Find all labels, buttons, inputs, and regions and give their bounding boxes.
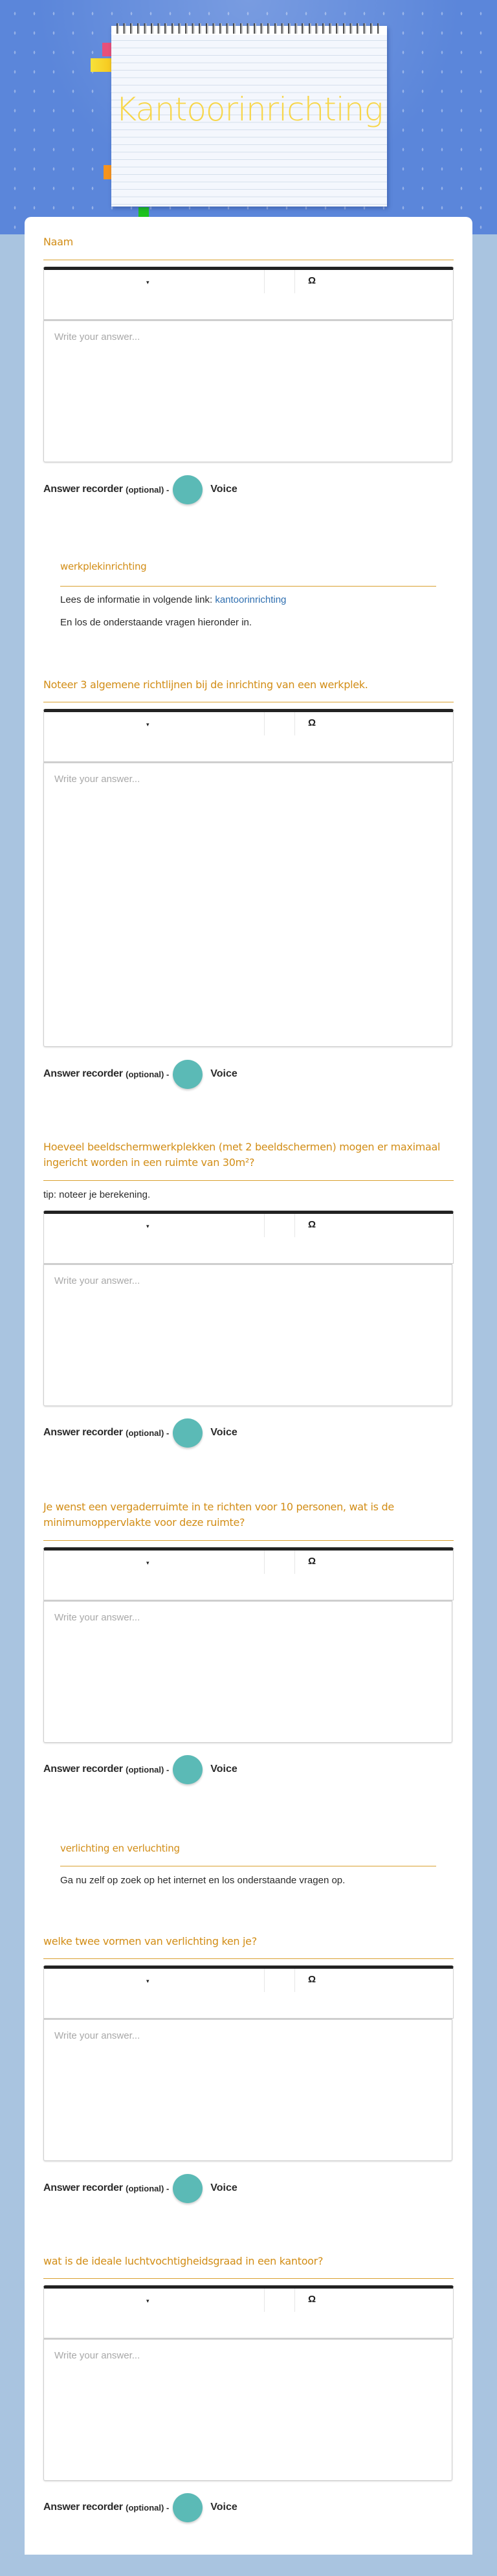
section-title: verlichting en verluchting: [60, 1842, 180, 1854]
question-title: Je wenst een vergaderruimte in te richten voor 10 personen, wat is de minimumoppervlakte voor deze ruimte?: [43, 1501, 394, 1529]
recorder-optional: (optional) -: [126, 2502, 170, 2513]
record-button[interactable]: [173, 1418, 203, 1448]
special-character-icon[interactable]: Ω: [308, 275, 316, 286]
spiral-binding: [116, 23, 379, 34]
editor-toolbar: [43, 1966, 454, 2019]
green-tab: [138, 207, 149, 217]
answer-input[interactable]: [43, 762, 452, 1047]
voice-label: Voice: [210, 2182, 237, 2193]
special-character-icon[interactable]: Ω: [308, 1974, 316, 1985]
answer-input[interactable]: [43, 2338, 452, 2481]
orange-tab: [104, 165, 111, 179]
answer-input[interactable]: [43, 320, 452, 462]
recorder-optional: (optional) -: [126, 484, 170, 495]
question-tip: tip: noteer je berekening.: [43, 1189, 151, 1200]
answer-recorder: [43, 2173, 237, 2203]
editor-toolbar: [43, 267, 454, 320]
question-title: wat is de ideale luchtvochtigheidsgraad in een kantoor?: [43, 2255, 324, 2267]
record-button[interactable]: [173, 1060, 203, 1089]
toolbar-separator: [264, 2289, 265, 2312]
toolbar-separator: [294, 712, 295, 735]
section-text: Ga nu zelf op zoek op het internet en los onderstaande vragen op.: [60, 1875, 346, 1886]
voice-label: Voice: [210, 1068, 237, 1079]
recorder-label: Answer recorder: [43, 1068, 123, 1079]
toolbar-separator: [264, 270, 265, 293]
answer-recorder: [43, 1418, 237, 1448]
answer-recorder: [43, 1754, 237, 1784]
toolbar-separator: [264, 1969, 265, 1992]
recorder-optional: (optional) -: [126, 1428, 170, 1438]
recorder-label: Answer recorder: [43, 1427, 123, 1438]
toolbar-separator: [294, 1551, 295, 1574]
editor-toolbar: [43, 2285, 454, 2338]
chevron-down-icon[interactable]: ▾: [146, 1223, 149, 1229]
toolbar-separator: [264, 712, 265, 735]
section-text-prefix: Lees de informatie in volgende link:: [60, 594, 215, 605]
toolbar-separator: [294, 270, 295, 293]
chevron-down-icon[interactable]: ▾: [146, 1560, 149, 1566]
recorder-optional: (optional) -: [126, 1069, 170, 1079]
question-title: Hoeveel beeldschermwerkplekken (met 2 beeldschermen) mogen er maximaal ingericht worden in een ruimte van 30m²?: [43, 1141, 441, 1169]
question-title: Naam: [43, 236, 73, 248]
editor-toolbar: [43, 1211, 454, 1264]
recorder-label: Answer recorder: [43, 2502, 123, 2513]
question-title: Noteer 3 algemene richtlijnen bij de inrichting van een werkplek.: [43, 678, 368, 691]
toolbar-separator: [294, 1214, 295, 1237]
special-character-icon[interactable]: Ω: [308, 1219, 316, 1230]
divider: [43, 1180, 454, 1181]
question-title: welke twee vormen van verlichting ken je?: [43, 1935, 257, 1947]
divider: [43, 1540, 454, 1541]
answer-input[interactable]: [43, 2019, 452, 2161]
recorder-label: Answer recorder: [43, 2182, 123, 2193]
chevron-down-icon[interactable]: ▾: [146, 2298, 149, 2304]
chevron-down-icon[interactable]: ▾: [146, 279, 149, 286]
recorder-optional: (optional) -: [126, 1764, 170, 1775]
toolbar-separator: [264, 1214, 265, 1237]
section-text: [60, 594, 286, 605]
answer-input[interactable]: [43, 1264, 452, 1406]
divider: [43, 1958, 454, 1959]
special-character-icon[interactable]: Ω: [308, 2294, 316, 2305]
voice-label: Voice: [210, 1764, 237, 1775]
answer-recorder: [43, 2492, 237, 2522]
chevron-down-icon[interactable]: ▾: [146, 1978, 149, 1984]
answer-recorder: [43, 475, 237, 504]
header-banner: [0, 0, 497, 234]
recorder-optional: (optional) -: [126, 2183, 170, 2193]
answer-input[interactable]: [43, 1600, 452, 1743]
divider: [43, 2278, 454, 2279]
divider: [60, 586, 436, 587]
toolbar-separator: [264, 1551, 265, 1574]
chevron-down-icon[interactable]: ▾: [146, 721, 149, 728]
editor-toolbar: [43, 709, 454, 762]
section-title: werkplekinrichting: [60, 561, 147, 572]
toolbar-separator: [294, 1969, 295, 1992]
record-button[interactable]: [173, 2174, 203, 2203]
pink-tab: [102, 43, 111, 56]
editor-toolbar: [43, 1547, 454, 1600]
voice-label: Voice: [210, 1427, 237, 1438]
answer-recorder: [43, 1059, 237, 1089]
voice-label: Voice: [210, 2502, 237, 2513]
kantoorinrichting-link[interactable]: kantoorinrichting: [215, 594, 287, 605]
toolbar-separator: [294, 2289, 295, 2312]
section-text: En los de onderstaande vragen hieronder in.: [60, 617, 252, 628]
special-character-icon[interactable]: Ω: [308, 717, 316, 728]
yellow-tab: [91, 58, 111, 72]
recorder-label: Answer recorder: [43, 484, 123, 495]
record-button[interactable]: [173, 2493, 203, 2522]
page-title: Kantoorinrichting: [115, 91, 383, 128]
voice-label: Voice: [210, 484, 237, 495]
record-button[interactable]: [173, 1755, 203, 1784]
record-button[interactable]: [173, 475, 203, 504]
special-character-icon[interactable]: Ω: [308, 1556, 316, 1567]
recorder-label: Answer recorder: [43, 1764, 123, 1775]
